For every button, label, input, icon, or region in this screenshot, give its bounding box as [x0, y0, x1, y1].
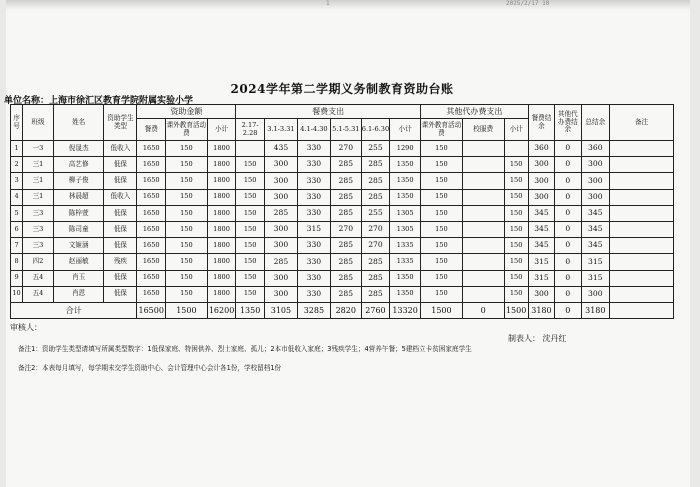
table-row: [11, 141, 674, 157]
cell-osub: 150: [504, 221, 528, 237]
cell-type: 低保: [104, 270, 137, 286]
cell-name: 赵丽敏: [53, 254, 104, 270]
cell-no: 6: [11, 221, 23, 237]
cell-sub: 1800: [207, 141, 236, 157]
cell-cls: 三3: [23, 238, 54, 254]
cell-mbal: 345: [528, 221, 554, 237]
cell-m2: 285: [264, 254, 297, 270]
cell-msub: 1350: [390, 286, 421, 302]
cell-uniform: [462, 205, 504, 221]
reviewer-label: 审核人：: [10, 323, 42, 332]
cell-msub: 1305: [390, 205, 421, 221]
cell-oextra: 150: [421, 173, 463, 189]
cell-tbal: 315: [581, 254, 610, 270]
cell-remark: [610, 173, 674, 189]
cell-m1: 150: [236, 221, 265, 237]
cell-obal: 0: [555, 157, 581, 173]
cell-cls: 三3: [23, 221, 54, 237]
cell-name: 柳子俊: [53, 173, 104, 189]
cell-remark: [610, 157, 674, 173]
cell-osub: 150: [504, 254, 528, 270]
total-month: 3285: [297, 302, 330, 318]
cell-m2: 300: [264, 189, 297, 205]
table-row: [11, 173, 674, 189]
cell-type: 低收入: [104, 141, 137, 157]
cell-sub: 1800: [207, 286, 236, 302]
cell-m4: 285: [330, 286, 361, 302]
cell-sub: 1800: [207, 173, 236, 189]
totals-label: 合计: [11, 302, 137, 318]
cell-tbal: 300: [581, 173, 610, 189]
cell-uniform: [462, 221, 504, 237]
cell-sub: 1800: [207, 270, 236, 286]
cell-obal: 0: [555, 238, 581, 254]
cell-mbal: 300: [528, 173, 554, 189]
cell-cls: 三1: [23, 173, 54, 189]
cell-msub: 1350: [390, 189, 421, 205]
cell-mbal: 360: [528, 141, 554, 157]
cell-meal: 1650: [137, 173, 166, 189]
note-1: 备注1：资助学生类型请填写所属类型数字：1低保家庭、特困供养、烈士家庭、孤儿；2本市低收入家庭；3残疾学生；4营养午餐；5建档立卡贫困家庭学生: [18, 345, 472, 353]
cell-mbal: 315: [528, 270, 554, 286]
cell-m4: 270: [330, 221, 361, 237]
header-grant: 资助金额: [137, 105, 236, 119]
total-uniform: 0: [462, 302, 504, 318]
cell-remark: [610, 205, 674, 221]
cell-remark: [610, 189, 674, 205]
cell-m1: 150: [236, 238, 265, 254]
cell-type: 低保: [104, 205, 137, 221]
cell-name: 倪晟杰: [53, 141, 104, 157]
cell-uniform: [462, 270, 504, 286]
cell-uniform: [462, 173, 504, 189]
cell-cls: 五4: [23, 286, 54, 302]
cell-osub: [504, 141, 528, 157]
table-row: [11, 286, 674, 302]
cell-osub: 150: [504, 270, 528, 286]
header-other-subtotal: 小计: [504, 119, 528, 141]
cell-meal: 1650: [137, 141, 166, 157]
cell-sub: 1800: [207, 254, 236, 270]
header-no: 序号: [11, 105, 23, 141]
cell-extra: 150: [166, 270, 208, 286]
cell-no: 4: [11, 189, 23, 205]
cell-extra: 150: [166, 238, 208, 254]
cell-uniform: [462, 189, 504, 205]
cell-name: 文姬涵: [53, 238, 104, 254]
cell-m3: 330: [297, 157, 330, 173]
header-name: 姓名: [53, 105, 104, 141]
table-row: [11, 221, 674, 237]
total-other-balance: 0: [555, 302, 581, 318]
cell-name: 林晨超: [53, 189, 104, 205]
cell-oextra: 150: [421, 286, 463, 302]
table-row: [11, 238, 674, 254]
header-meal-fee: 餐费: [137, 119, 166, 141]
cell-extra: 150: [166, 221, 208, 237]
cell-m4: 285: [330, 238, 361, 254]
cell-m2: 300: [264, 270, 297, 286]
header-type: 资助学生类型: [104, 105, 137, 141]
cell-osub: 150: [504, 189, 528, 205]
cell-no: 2: [11, 157, 23, 173]
header-extracurricular: 课外教育活动费: [166, 119, 208, 141]
cell-name: 高艺修: [53, 157, 104, 173]
cell-m2: 300: [264, 173, 297, 189]
cell-osub: 150: [504, 205, 528, 221]
cell-m1: 150: [236, 205, 265, 221]
ledger-title: 2024学年第二学期义务制教育资助台账: [230, 82, 454, 96]
cell-m4: 285: [330, 173, 361, 189]
cell-remark: [610, 270, 674, 286]
ledger-rows: [11, 141, 674, 303]
total-meal: 16500: [137, 302, 166, 318]
scan-shadow: [6, 0, 690, 10]
cell-m5: 285: [361, 254, 390, 270]
cell-remark: [610, 238, 674, 254]
cell-tbal: 300: [581, 157, 610, 173]
cell-m4: 285: [330, 205, 361, 221]
cell-remark: [610, 254, 674, 270]
cell-meal: 1650: [137, 205, 166, 221]
cell-extra: 150: [166, 173, 208, 189]
cell-no: 5: [11, 205, 23, 221]
cell-tbal: 360: [581, 141, 610, 157]
cell-tbal: 345: [581, 205, 610, 221]
header-month: 2.17-2.28: [236, 119, 265, 141]
cell-no: 8: [11, 254, 23, 270]
cell-m4: 285: [330, 254, 361, 270]
cell-type: 残疾: [104, 254, 137, 270]
cell-tbal: 315: [581, 270, 610, 286]
cell-msub: 1305: [390, 221, 421, 237]
cell-m5: 255: [361, 141, 390, 157]
cell-oextra: 150: [421, 254, 463, 270]
cell-m4: 270: [330, 141, 361, 157]
cell-m5: 285: [361, 286, 390, 302]
header-uniform: 校服费: [462, 119, 504, 141]
cell-m3: 330: [297, 270, 330, 286]
cell-m5: 285: [361, 189, 390, 205]
cell-m5: 285: [361, 173, 390, 189]
total-month: 1350: [236, 302, 265, 318]
cell-m1: 150: [236, 189, 265, 205]
cell-tbal: 300: [581, 286, 610, 302]
cell-msub: 1350: [390, 270, 421, 286]
cell-m2: 300: [264, 221, 297, 237]
cell-m2: 435: [264, 141, 297, 157]
header-month: 5.1-5.31: [330, 119, 361, 141]
cell-m3: 330: [297, 286, 330, 302]
header-month: 6.1-6.30: [361, 119, 390, 141]
cell-osub: 150: [504, 157, 528, 173]
cell-extra: 150: [166, 189, 208, 205]
total-meal-balance: 3180: [528, 302, 554, 318]
header-class: 班级: [23, 105, 54, 141]
header-other-extracurricular: 课外教育活动费: [421, 119, 463, 141]
cell-obal: 0: [555, 189, 581, 205]
cell-type: 低保: [104, 286, 137, 302]
cell-cls: 一3: [23, 141, 54, 157]
cell-name: 陈司童: [53, 221, 104, 237]
header-month: 4.1-4.30: [297, 119, 330, 141]
cell-obal: 0: [555, 205, 581, 221]
cell-meal: 1650: [137, 238, 166, 254]
cell-m1: 150: [236, 286, 265, 302]
total-remarks: [610, 302, 674, 318]
cell-extra: 150: [166, 286, 208, 302]
cell-meal: 1650: [137, 157, 166, 173]
table-row: [11, 254, 674, 270]
preparer-label: 制表人： 沈丹红: [508, 334, 567, 343]
cell-no: 9: [11, 270, 23, 286]
cell-meal: 1650: [137, 189, 166, 205]
cell-msub: 1335: [390, 254, 421, 270]
header-remarks: 备注: [610, 105, 674, 141]
cell-cls: 三1: [23, 189, 54, 205]
total-month: 2760: [361, 302, 390, 318]
cell-sub: 1800: [207, 238, 236, 254]
cell-msub: 1290: [390, 141, 421, 157]
table-row: [11, 189, 674, 205]
cell-no: 10: [11, 286, 23, 302]
cell-m3: 330: [297, 254, 330, 270]
cell-m2: 285: [264, 205, 297, 221]
aid-ledger-table: [10, 104, 674, 319]
cell-oextra: 150: [421, 189, 463, 205]
cell-mbal: 345: [528, 238, 554, 254]
cell-msub: 1350: [390, 173, 421, 189]
total-grant-subtotal: 16200: [207, 302, 236, 318]
header-other-expense: 其他代办费支出: [421, 105, 529, 119]
total-month: 3105: [264, 302, 297, 318]
cell-name: 陈梓萱: [53, 205, 104, 221]
cell-m4: 285: [330, 157, 361, 173]
table-row: [11, 157, 674, 173]
cell-m3: 330: [297, 238, 330, 254]
total-other-subtotal: 1500: [504, 302, 528, 318]
cell-m2: 300: [264, 157, 297, 173]
cell-extra: 150: [166, 254, 208, 270]
cell-tbal: 345: [581, 238, 610, 254]
cell-mbal: 315: [528, 254, 554, 270]
total-meal-subtotal: 13320: [390, 302, 421, 318]
cell-sub: 1800: [207, 205, 236, 221]
cell-m5: 285: [361, 270, 390, 286]
cell-type: 低保: [104, 238, 137, 254]
cell-m2: 300: [264, 238, 297, 254]
cell-oextra: 150: [421, 157, 463, 173]
cell-uniform: [462, 157, 504, 173]
cell-no: 7: [11, 238, 23, 254]
cell-meal: 1650: [137, 221, 166, 237]
cell-uniform: [462, 238, 504, 254]
total-balance: 3180: [581, 302, 610, 318]
header-month: 3.1-3.31: [264, 119, 297, 141]
cell-obal: 0: [555, 270, 581, 286]
cell-sub: 1800: [207, 189, 236, 205]
cell-meal: 1650: [137, 286, 166, 302]
cell-m3: 330: [297, 141, 330, 157]
cell-no: 3: [11, 173, 23, 189]
cell-m4: 285: [330, 270, 361, 286]
cell-msub: 1350: [390, 157, 421, 173]
cell-m1: 150: [236, 254, 265, 270]
cell-name: 肖恩: [53, 286, 104, 302]
cell-m5: 270: [361, 221, 390, 237]
cell-type: 低保: [104, 173, 137, 189]
cell-oextra: 150: [421, 205, 463, 221]
cell-m2: 300: [264, 286, 297, 302]
cell-m4: 285: [330, 189, 361, 205]
total-extra: 1500: [166, 302, 208, 318]
cell-m1: 150: [236, 270, 265, 286]
cell-obal: 0: [555, 254, 581, 270]
cell-type: 低保: [104, 157, 137, 173]
cell-tbal: 345: [581, 221, 610, 237]
cell-m3: 330: [297, 173, 330, 189]
total-other-extra: 1500: [421, 302, 463, 318]
cell-extra: 150: [166, 205, 208, 221]
cell-msub: 1335: [390, 238, 421, 254]
cell-tbal: 300: [581, 189, 610, 205]
cell-uniform: [462, 254, 504, 270]
cell-m1: [236, 141, 265, 157]
table-row: [11, 205, 674, 221]
cell-no: 1: [11, 141, 23, 157]
header-other-balance: 其他代办费结余: [555, 105, 581, 141]
cell-type: 低保: [104, 221, 137, 237]
cell-type: 低收入: [104, 189, 137, 205]
header-meal-balance: 餐费结余: [528, 105, 554, 141]
cell-obal: 0: [555, 173, 581, 189]
cell-oextra: 150: [421, 141, 463, 157]
cell-obal: 0: [555, 221, 581, 237]
cell-cls: 三1: [23, 157, 54, 173]
cell-extra: 150: [166, 141, 208, 157]
cell-m5: 285: [361, 157, 390, 173]
cell-m3: 315: [297, 221, 330, 237]
cell-obal: 0: [555, 141, 581, 157]
scan-mark: 1: [326, 0, 330, 7]
cell-uniform: [462, 286, 504, 302]
cell-sub: 1800: [207, 221, 236, 237]
cell-cls: 四2: [23, 254, 54, 270]
cell-name: 肖玉: [53, 270, 104, 286]
cell-extra: 150: [166, 157, 208, 173]
header-meal-subtotal: 小计: [390, 119, 421, 141]
cell-mbal: 300: [528, 157, 554, 173]
cell-meal: 1650: [137, 270, 166, 286]
header-meal-expense: 餐费支出: [236, 105, 421, 119]
cell-mbal: 300: [528, 286, 554, 302]
cell-m5: 270: [361, 238, 390, 254]
note-2: 备注2：本表每月填写，每学期末交学生资助中心、会计管理中心会计各1份，学校留档1份: [18, 364, 282, 372]
totals-row: [11, 302, 674, 318]
cell-m3: 330: [297, 189, 330, 205]
cell-sub: 1800: [207, 157, 236, 173]
cell-uniform: [462, 141, 504, 157]
header-total-balance: 总结余: [581, 105, 610, 141]
cell-osub: 150: [504, 238, 528, 254]
cell-m5: 255: [361, 205, 390, 221]
cell-remark: [610, 141, 674, 157]
unit-name: 单位名称：上海市徐汇区教育学院附属实验小学: [4, 96, 194, 106]
cell-obal: 0: [555, 286, 581, 302]
cell-osub: 150: [504, 286, 528, 302]
total-month: 2820: [330, 302, 361, 318]
cell-remark: [610, 286, 674, 302]
cell-cls: 三3: [23, 205, 54, 221]
cell-m1: 150: [236, 173, 265, 189]
cell-mbal: 300: [528, 189, 554, 205]
scan-timestamp: 2025/2/17 10: [506, 0, 550, 7]
cell-meal: 1650: [137, 254, 166, 270]
table-row: [11, 270, 674, 286]
cell-osub: 150: [504, 173, 528, 189]
cell-mbal: 345: [528, 205, 554, 221]
header-grant-subtotal: 小计: [207, 119, 236, 141]
cell-m1: 150: [236, 157, 265, 173]
cell-oextra: 150: [421, 238, 463, 254]
cell-remark: [610, 221, 674, 237]
cell-m3: 330: [297, 205, 330, 221]
cell-oextra: 150: [421, 270, 463, 286]
cell-oextra: 150: [421, 221, 463, 237]
cell-cls: 五4: [23, 270, 54, 286]
